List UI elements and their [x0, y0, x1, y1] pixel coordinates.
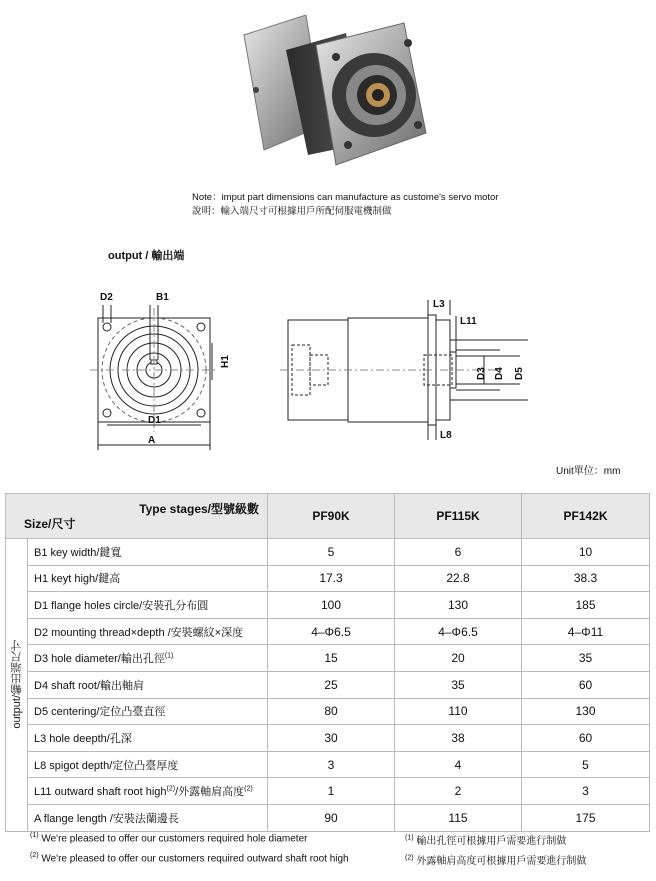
param-label [28, 725, 268, 752]
table-row [6, 539, 650, 566]
footnote-text: 外露軸肩高度可根據用戶需要進行制做 [416, 856, 587, 867]
value-cell: 90 [268, 804, 395, 831]
table-header-row [6, 494, 650, 539]
value-cell: 130 [395, 592, 522, 619]
param-label [28, 618, 268, 645]
table-row [6, 778, 650, 805]
side-label-cell [6, 539, 28, 832]
value-cell: 2 [395, 778, 522, 805]
model-header: PF115K [395, 494, 522, 539]
param-text: /外露軸肩高度 [175, 786, 245, 799]
footnote-mark: (1) [405, 834, 414, 842]
value-cell: 80 [268, 698, 395, 725]
label-l8: L8 [440, 430, 452, 441]
label-h1: H1 [220, 355, 231, 368]
section-title: output / 輸出端 [108, 250, 185, 262]
label-b1: B1 [156, 292, 169, 303]
value-cell: 175 [522, 804, 650, 831]
product-photo [236, 15, 436, 183]
param-label [28, 778, 268, 805]
model-header: PF90K [268, 494, 395, 539]
value-cell: 35 [522, 645, 650, 672]
value-cell: 30 [268, 725, 395, 752]
param-text: D2 mounting thread×depth /安裝螺紋×深度 [34, 626, 244, 639]
param-text: D1 flange holes circle/安裝孔分布圓 [34, 599, 209, 612]
param-label [28, 698, 268, 725]
header-corner [6, 494, 268, 539]
value-cell: 15 [268, 645, 395, 672]
table-row [6, 645, 650, 672]
param-text: D4 shaft root/輸出軸肩 [34, 679, 145, 692]
footnote-1-en [30, 832, 307, 844]
param-text: H1 keyt high/鍵高 [34, 573, 121, 586]
footnote-mark: (2) [30, 852, 39, 859]
param-label [28, 804, 268, 831]
value-cell: 17.3 [268, 565, 395, 592]
value-cell: 38.3 [522, 565, 650, 592]
param-label [28, 592, 268, 619]
value-cell: 38 [395, 725, 522, 752]
value-cell: 1 [268, 778, 395, 805]
technical-drawing [60, 280, 620, 460]
value-cell: 4–Φ11 [522, 618, 650, 645]
spec-table [5, 493, 650, 832]
param-text: D3 hole diameter/輸出孔徑 [34, 653, 165, 666]
footnote-mark: (2) [244, 785, 253, 793]
note-zh: 說明：輸入端尺寸可根據用戶所配伺服電機制做 [192, 206, 392, 217]
param-label [28, 751, 268, 778]
header-size: Size/尺寸 [24, 517, 76, 531]
label-a: A [148, 435, 156, 446]
value-cell: 130 [522, 698, 650, 725]
value-cell: 3 [268, 751, 395, 778]
value-cell: 60 [522, 671, 650, 698]
value-cell: 25 [268, 671, 395, 698]
label-l3: L3 [433, 299, 445, 310]
gearbox-image [236, 15, 436, 183]
param-label [28, 645, 268, 672]
value-cell: 4 [395, 751, 522, 778]
value-cell: 110 [395, 698, 522, 725]
note-en: Note：imput part dimensions can manufacture as custome's servo motor [192, 192, 499, 203]
footnote-mark: (2) [405, 854, 414, 862]
table-row [6, 725, 650, 752]
table-row [6, 618, 650, 645]
value-cell: 22.8 [395, 565, 522, 592]
label-d5: D5 [514, 367, 525, 380]
table-row [6, 565, 650, 592]
unit-label: Unit單位：mm [556, 466, 621, 477]
footnote-2-zh [405, 852, 586, 867]
value-cell: 5 [522, 751, 650, 778]
footnote-mark: (1) [30, 832, 39, 839]
footnote-text: We're pleased to offer our customers required outward shaft root high [41, 853, 349, 865]
value-cell: 20 [395, 645, 522, 672]
table-row [6, 671, 650, 698]
param-text: A flange length /安裝法蘭邊長 [34, 812, 179, 825]
side-label: output/輸出端尺寸 [10, 640, 23, 730]
value-cell: 60 [522, 725, 650, 752]
header-type-stages: Type stages/型號級數 [139, 502, 259, 516]
param-label [28, 539, 268, 566]
table-row [6, 698, 650, 725]
value-cell: 3 [522, 778, 650, 805]
footnote-2-en [30, 852, 349, 864]
footnote-text: 輸出孔徑可根據用戶需要進行制做 [416, 836, 567, 847]
value-cell: 4–Φ6.5 [268, 618, 395, 645]
footnote-mark: (2) [166, 785, 176, 793]
value-cell: 6 [395, 539, 522, 566]
front-view [90, 305, 218, 450]
param-text: L11 outward shaft root high [34, 786, 167, 799]
param-text: L8 spigot depth/定位凸臺厚度 [34, 759, 179, 772]
param-label [28, 565, 268, 592]
table-row [6, 751, 650, 778]
value-cell: 100 [268, 592, 395, 619]
value-cell: 4–Φ6.5 [395, 618, 522, 645]
table-row [6, 592, 650, 619]
label-d2: D2 [100, 292, 113, 303]
model-header: PF142K [522, 494, 650, 539]
footnote-mark: (1) [164, 652, 174, 660]
param-label [28, 671, 268, 698]
param-text: B1 key width/鍵寬 [34, 546, 122, 559]
param-text: D5 centering/定位凸臺直徑 [34, 706, 166, 719]
value-cell: 185 [522, 592, 650, 619]
value-cell: 35 [395, 671, 522, 698]
side-view [280, 300, 528, 440]
footnote-1-zh [405, 832, 566, 847]
footnote-text: We're pleased to offer our customers required hole diameter [41, 833, 308, 845]
note [192, 191, 498, 219]
value-cell: 115 [395, 804, 522, 831]
value-cell: 10 [522, 539, 650, 566]
label-l11: L11 [460, 316, 477, 327]
value-cell: 5 [268, 539, 395, 566]
label-d1: D1 [148, 415, 161, 426]
table-row [6, 804, 650, 831]
param-text: L3 hole deepth/孔深 [34, 732, 132, 745]
label-d4: D4 [494, 367, 505, 380]
label-d3: D3 [476, 367, 487, 380]
